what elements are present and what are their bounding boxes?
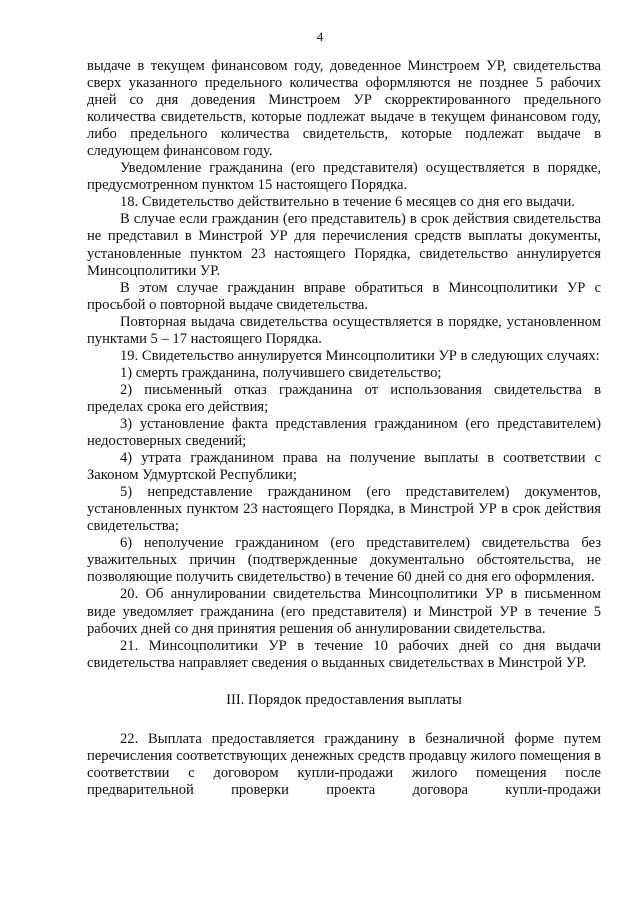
clause-20: 20. Об аннулировании свидетельства Минсоцполитики УР в письменном виде уведомляет гражданина (его представителя) и Минстрой УР в течение 5 рабочих дней со дня принятия решения об аннулировании свидетельства. (87, 586, 601, 637)
list-item-4: 4) утрата гражданином права на получение выплаты в соответствии с Законом Удмуртской Республики; (87, 450, 601, 484)
document-body (87, 58, 601, 799)
section-heading: III. Порядок предоставления выплаты (226, 691, 462, 708)
clause-19: 19. Свидетельство аннулируется Минсоцполитики УР в следующих случаях: (120, 347, 600, 364)
list-item-6: 6) неполучение гражданином (его представителем) свидетельства без уважительных причин (подтвержденные документально обстоятельства, не позволяющие получить свидетельство) в течение 60 дней со дня его оформления. (87, 535, 601, 586)
list-item-1: 1) смерть гражданина, получившего свидетельство; (120, 364, 442, 381)
page-number: 4 (316, 29, 324, 44)
clause-22: 22. Выплата предоставляется гражданину в безналичной форме путем перечисления соответствующих денежных средств продавцу жилого помещения в соответствии с договором купли-продажи жилого помещения после предварительной проверки проекта договора купли-продажи (87, 730, 601, 798)
clause-21: 21. Минсоцполитики УР в течение 10 рабочих дней со дня выдачи свидетельства направляет сведения о выданных свидетельствах в Минстрой УР. (87, 637, 601, 671)
list-item-3: 3) установление факта представления гражданином (его представителем) недостоверных сведений; (87, 415, 601, 450)
paragraph-notification: Уведомление гражданина (его представителя) осуществляется в порядке, предусмотренном пунктом 15 настоящего Порядка. (87, 160, 601, 194)
paragraph-continuation: выдаче в текущем финансовом году, доведенное Минстроем УР, свидетельства сверх указанного предельного количества оформляются не позднее 5 рабочих дней со дня доведения Минстроем УР скорректированного предельного количества свидетельств, которые подлежат выдаче в текущем финансовом году, либо предельного количества свидетельств, которые подлежат выдаче в следующем финансовом году. (87, 58, 601, 160)
list-item-2: 2) письменный отказ гражданина от использования свидетельства в пределах срока его действия; (87, 381, 601, 415)
paragraph-annulment-condition: В случае если гражданин (его представитель) в срок действия свидетельства не представил в Минстрой УР для перечисления средств выплаты документы, установленные пунктом 23 настоящего Порядка, свидетельство аннулируется Минсоцполитики УР. (87, 211, 601, 279)
paragraph-reissue-procedure: Повторная выдача свидетельства осуществляется в порядке, установленном пунктами 5 – 17 настоящего Порядка. (87, 313, 601, 347)
clause-18: 18. Свидетельство действительно в течение 6 месяцев со дня его выдачи. (120, 194, 575, 211)
list-item-5: 5) непредставление гражданином (его представителем) документов, установленных пунктом 23 настоящего Порядка, в Минстрой УР в срок действия свидетельства; (87, 484, 601, 535)
paragraph-reissue-request: В этом случае гражданин вправе обратиться в Минсоцполитики УР с просьбой о повторной выдаче свидетельства. (87, 279, 601, 313)
